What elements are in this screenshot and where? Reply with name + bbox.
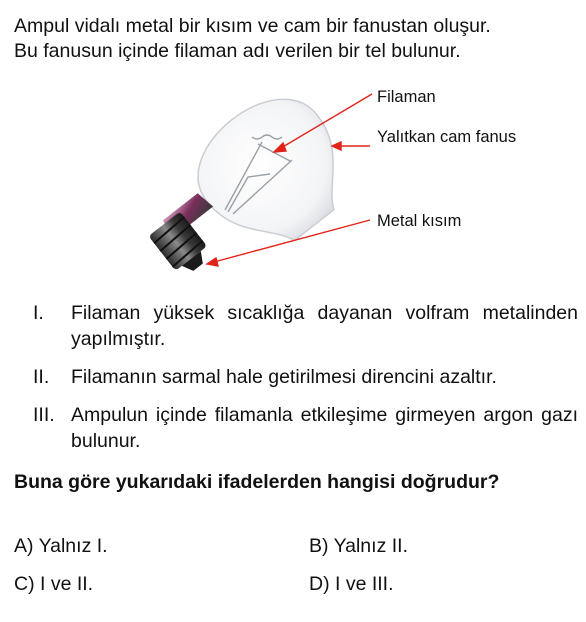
option-a[interactable]: A) Yalnız I. bbox=[14, 535, 108, 557]
statement-number: I. bbox=[33, 302, 44, 324]
light-bulb-illustration bbox=[0, 82, 586, 282]
glass-bulb bbox=[177, 82, 370, 268]
statement-3 bbox=[33, 402, 578, 454]
label-filament: Filaman bbox=[377, 88, 436, 106]
metal-arrow-head bbox=[207, 258, 218, 266]
metal-screw-base bbox=[148, 211, 213, 279]
option-b[interactable]: B) Yalnız II. bbox=[309, 535, 408, 557]
option-c[interactable]: C) I ve II. bbox=[14, 573, 94, 595]
statement-number: II. bbox=[33, 366, 50, 388]
label-glass-bulb: Yalıtkan cam fanus bbox=[377, 128, 517, 146]
statement-2 bbox=[33, 364, 578, 390]
statement-text: Ampulun içinde filamanla etkileşime girmeyen argon gazı bulunur. bbox=[71, 404, 578, 452]
label-metal-part: Metal kısım bbox=[377, 212, 462, 230]
intro-text bbox=[14, 14, 579, 64]
statement-1 bbox=[33, 300, 578, 352]
question-text: Buna göre yukarıdaki ifadelerden hangisi doğrudur? bbox=[14, 471, 500, 493]
statement-text: Filamanın sarmal hale getirilmesi direncini azaltır. bbox=[71, 366, 497, 388]
statement-text: Filaman yüksek sıcaklığa dayanan volfram metalinden yapılmıştır. bbox=[71, 302, 578, 350]
intro-line-2: Bu fanusun içinde filaman adı verilen bir tel bulunur. bbox=[14, 40, 461, 62]
glass-arrow-head bbox=[332, 142, 341, 150]
intro-line-1: Ampul vidalı metal bir kısım ve cam bir fanustan oluşur. bbox=[14, 15, 491, 37]
statements-list bbox=[33, 300, 578, 466]
light-bulb-figure bbox=[0, 82, 586, 282]
statement-number: III. bbox=[33, 404, 55, 426]
option-d[interactable]: D) I ve III. bbox=[309, 573, 394, 595]
